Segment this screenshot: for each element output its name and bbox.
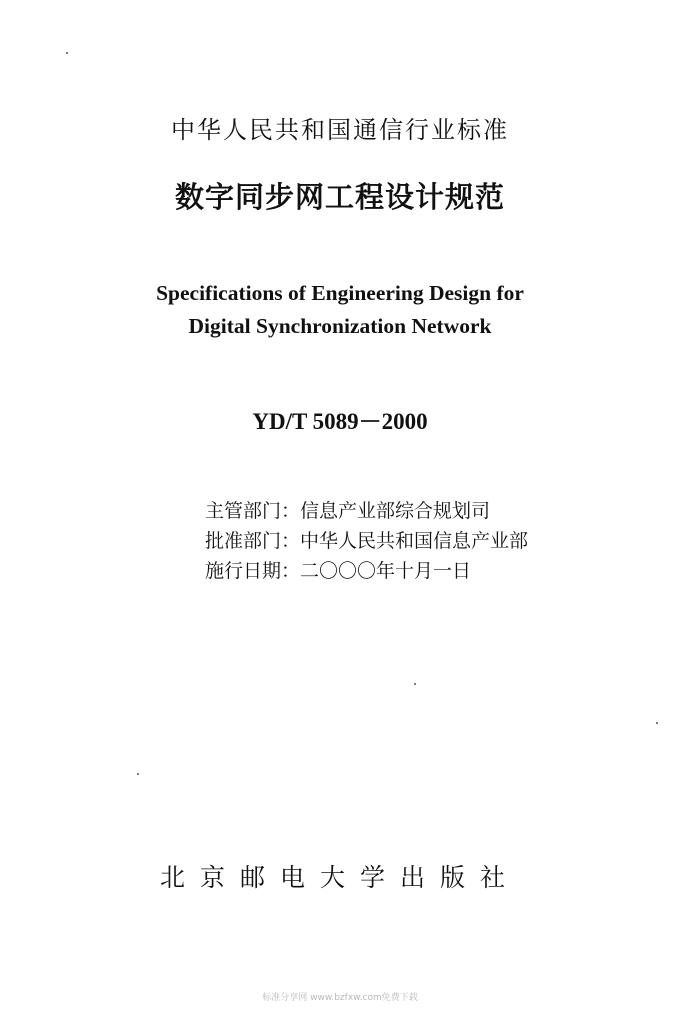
title-chinese: 数字同步网工程设计规范 [174,180,505,214]
scan-speck [414,683,416,685]
meta-value: 二〇〇〇年十月一日 [300,560,472,582]
standard-category: 中华人民共和国通信行业标准 [171,116,509,144]
metadata-block [205,496,528,586]
meta-value: 信息产业部综合规划司 [300,500,491,522]
scan-speck [656,722,658,724]
meta-row-effective-date [205,556,528,586]
scan-speck [66,52,68,54]
meta-row-department [205,496,528,526]
meta-value: 中华人民共和国信息产业部 [300,530,529,552]
title-english-line-2: Digital Synchronization Network [188,314,492,338]
meta-label: 施行日期： [205,560,301,582]
meta-label: 批准部门： [205,530,301,552]
standard-code: YD/T 5089－2000 [252,409,428,434]
meta-label: 主管部门： [205,500,301,522]
title-english-line-1: Specifications of Engineering Design for [156,281,524,305]
watermark-footer: 标准分享网 www.bzfxw.com免费下载 [262,993,418,1003]
title-english [0,277,680,343]
publisher: 北京邮电大学出版社 [159,863,520,892]
scan-speck [137,773,139,775]
meta-row-approval [205,526,528,556]
